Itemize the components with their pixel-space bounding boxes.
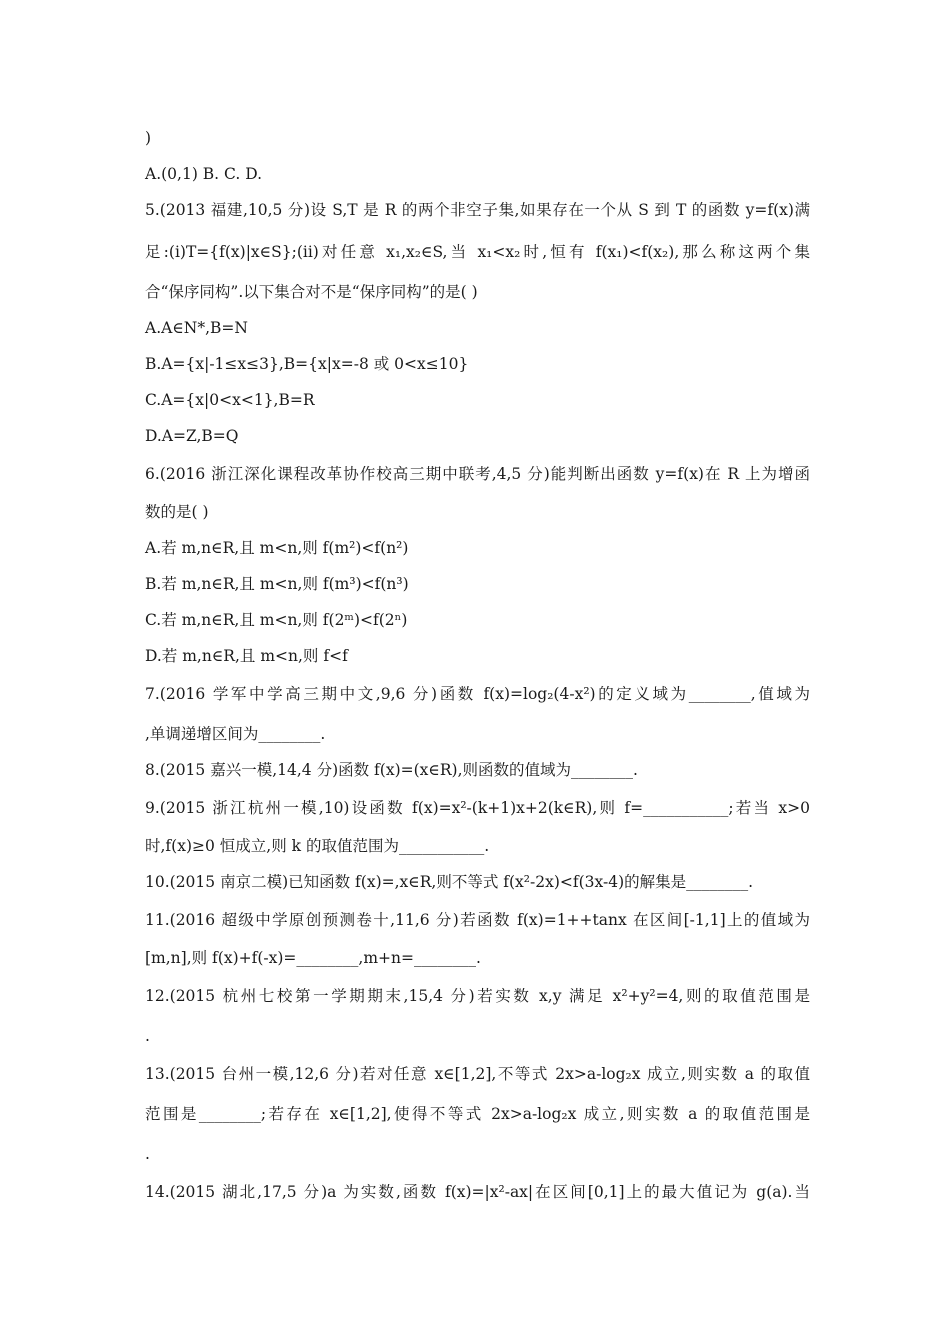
q6-option-b: B.若 m,n∈R,且 m<n,则 f(m³)<f(n³) xyxy=(145,575,409,593)
q5-stem-line-2: 足:(i)T={f(x)|x∈S};(ii)对任意 x₁,x₂∈S,当 x₁<x₂时,恒有 f(x₁)<f(x₂),那么称这两个集 xyxy=(145,243,810,261)
q9-line-1: 9.(2015 浙江杭州一模,10)设函数 f(x)=x²-(k+1)x+2(k∈R),则 f=___________;若当 x>0 xyxy=(145,799,810,817)
q8-line: 8.(2015 嘉兴一模,14,4 分)函数 f(x)=(x∈R),则函数的值域为________. xyxy=(145,761,638,779)
q11-line-2: [m,n],则 f(x)+f(-x)=________,m+n=________. xyxy=(145,949,481,967)
q6-option-a: A.若 m,n∈R,且 m<n,则 f(m²)<f(n²) xyxy=(145,539,409,557)
q12-line-1: 12.(2015 杭州七校第一学期期末,15,4 分)若实数 x,y 满足 x²+y²=4,则的取值范围是 xyxy=(145,987,810,1005)
text-line: ) xyxy=(145,129,152,147)
q6-option-c: C.若 m,n∈R,且 m<n,则 f(2ᵐ)<f(2ⁿ) xyxy=(145,611,408,629)
q5-option-a: A.A∈N*,B=N xyxy=(145,319,248,337)
q6-stem-line-1: 6.(2016 浙江深化课程改革协作校高三期中联考,4,5 分)能判断出函数 y=f(x)在 R 上为增函 xyxy=(145,465,810,483)
q6-option-d: D.若 m,n∈R,且 m<n,则 f<f xyxy=(145,647,348,665)
q9-line-2: 时,f(x)≥0 恒成立,则 k 的取值范围为___________. xyxy=(145,837,490,855)
q7-line-2: ,单调递增区间为________. xyxy=(145,725,326,743)
q5-option-d: D.A=Z,B=Q xyxy=(145,427,239,445)
q13-line-3: . xyxy=(145,1145,150,1163)
q10-line: 10.(2015 南京二模)已知函数 f(x)=,x∈R,则不等式 f(x²-2x)<f(3x-4)的解集是________. xyxy=(145,873,754,891)
q6-stem-line-2: 数的是( ) xyxy=(145,503,209,521)
q5-option-b: B.A={x|-1≤x≤3},B={x|x=-8 或 0<x≤10} xyxy=(145,355,469,373)
q13-line-1: 13.(2015 台州一模,12,6 分)若对任意 x∈[1,2],不等式 2x>a-log₂x 成立,则实数 a 的取值 xyxy=(145,1065,810,1083)
q5-option-c: C.A={x|0<x<1},B=R xyxy=(145,391,315,409)
q14-line-1: 14.(2015 湖北,17,5 分)a 为实数,函数 f(x)=|x²-ax|在区间[0,1]上的最大值记为 g(a).当 xyxy=(145,1183,810,1201)
q5-stem-line-1: 5.(2013 福建,10,5 分)设 S,T 是 R 的两个非空子集,如果存在一个从 S 到 T 的函数 y=f(x)满 xyxy=(145,201,810,219)
q7-line-1: 7.(2016 学军中学高三期中文,9,6 分)函数 f(x)=log₂(4-x²)的定义域为________,值域为 xyxy=(145,685,810,703)
q13-line-2: 范围是________;若存在 x∈[1,2],使得不等式 2x>a-log₂x 成立,则实数 a 的取值范围是 xyxy=(145,1105,810,1123)
q4-options: A.(0,1) B. C. D. xyxy=(145,165,262,183)
q12-line-2: . xyxy=(145,1027,150,1045)
q5-stem-line-3: 合“保序同构”.以下集合对不是“保序同构”的是( ) xyxy=(145,283,478,301)
q11-line-1: 11.(2016 超级中学原创预测卷十,11,6 分)若函数 f(x)=1++tanx 在区间[-1,1]上的值域为 xyxy=(145,911,810,929)
